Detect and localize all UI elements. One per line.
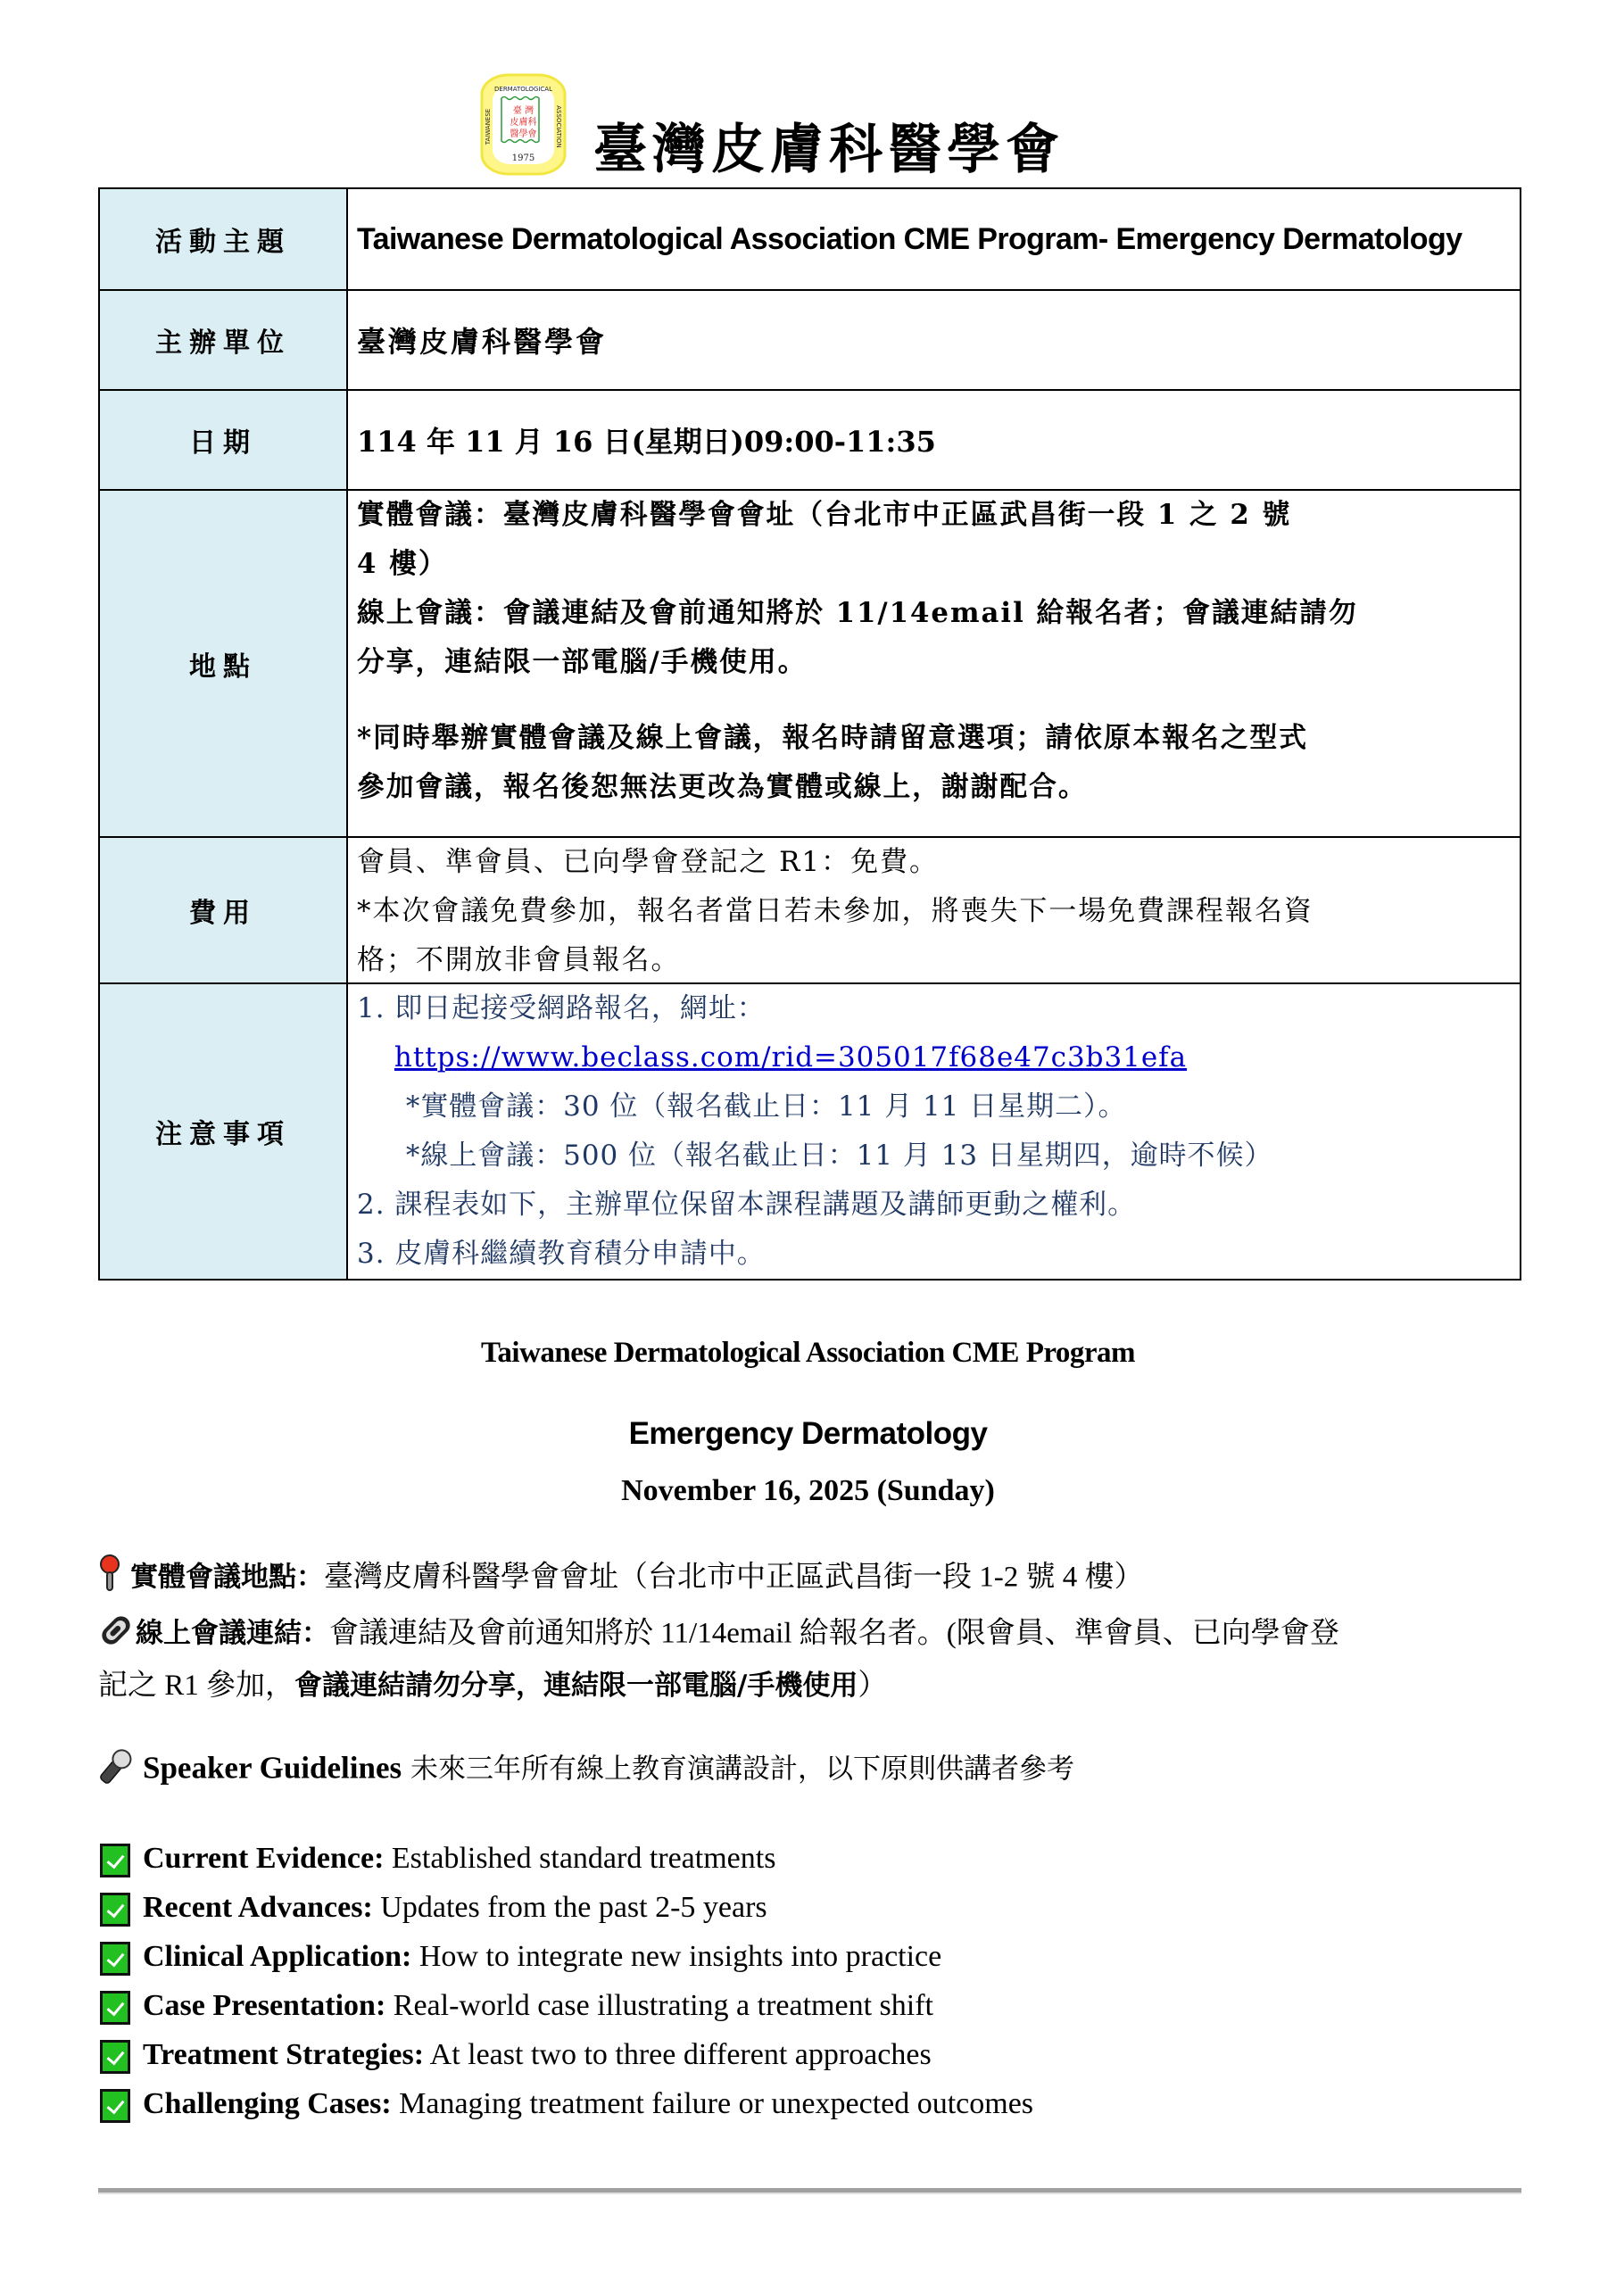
guideline-text: Managing treatment failure or unexpected outcomes [391,2087,1034,2120]
guideline-text: Established standard treatments [384,1842,776,1875]
venue-physical-value: 臺灣皮膚科醫學會會址（台北市中正區武昌街一段 1-2 號 4 樓） [324,1561,1144,1594]
svg-text:臺 灣: 臺 灣 [512,106,535,116]
venue-online-value-cont: 記之 R1 參加， [98,1670,295,1702]
label-location: 地點 [100,491,348,836]
fee-line: *本次會議免費參加，報名者當日若未參加，將喪失下一場免費課程報名資 [357,895,1314,927]
notes-line: 2. 課程表如下，主辦單位保留本課程講題及講師更動之權利。 [357,1189,1137,1221]
checkmark-icon [100,1991,130,2025]
guideline-text: How to integrate new insights into practice [411,1940,942,1973]
guideline-item [100,1838,775,1879]
label-date: 日期 [100,391,348,489]
checkmark-icon [100,1942,130,1976]
location-line: 線上會議：會議連結及會前通知將於 11/14email 給報名者；會議連結請勿 [357,597,1358,629]
location-note [357,714,1520,812]
table-row-notes [100,982,1520,1279]
checkmark-icon [100,2040,130,2074]
value-organizer [350,291,1520,389]
date-text: 114 年 11 月 16 日(星期日)09:00-11:35 [357,425,936,459]
location-line: 參加會議，報名後恕無法更改為實體或線上，謝謝配合。 [357,771,1088,803]
microphone-icon [98,1746,134,1795]
notes-line: *實體會議：30 位（報名截止日：11 月 11 日星期二）。 [405,1090,1127,1123]
venue-online-value: 會議連結及會前通知將於 11/14email 給報名者。(限會員、準會員、已向學會登 [329,1617,1339,1650]
table-row-date [100,389,1520,489]
venue-online-warning: 會議連結請勿分享，連結限一部電腦/手機使用 [294,1670,858,1702]
venue-physical [98,1554,1144,1604]
svg-text:皮膚科: 皮膚科 [510,118,537,128]
separator: ： [296,1561,324,1594]
svg-text:ASSOCIATION: ASSOCIATION [555,105,562,148]
location-physical [357,491,1520,589]
venue-physical-label: 實體會議地點 [130,1561,296,1594]
checkmark-icon [100,1844,130,1877]
organizer-text: 臺灣皮膚科醫學會 [357,325,608,359]
program-date: November 16, 2025 (Sunday) [621,1474,995,1507]
speaker-guidelines-subtitle: 未來三年所有線上教育演講設計，以下原則供講者參考 [402,1753,1074,1786]
horizontal-rule [98,2188,1521,2194]
venue-online-cont [98,1666,887,1705]
svg-text:醫學會: 醫學會 [510,129,537,139]
checkmark-icon [100,1893,130,1927]
event-info-table [98,187,1521,1281]
value-location [350,491,1520,836]
svg-text:1975: 1975 [511,153,535,163]
speaker-guidelines-title: Speaker Guidelines [143,1750,402,1786]
guideline-label: Treatment Strategies: [143,2038,425,2071]
speaker-guidelines-heading [98,1746,1074,1795]
svg-text:DERMATOLOGICAL: DERMATOLOGICAL [494,86,552,93]
guideline-label: Clinical Application: [143,1940,412,1973]
guideline-text: Updates from the past 2-5 years [372,1891,767,1924]
guideline-label: Current Evidence: [143,1842,385,1875]
label-topic: 活動主題 [100,189,348,289]
program-title: Taiwanese Dermatological Association CME Program [480,1337,1136,1369]
notes-line: 3. 皮膚科繼續教育積分申請中。 [357,1238,766,1270]
paperclip-icon [98,1611,134,1661]
label-fee: 費用 [100,838,348,982]
topic-text: Taiwanese Dermatological Association CME Program- Emergency Dermatology [357,221,1463,256]
location-line: 4 樓） [357,548,448,580]
venue-online [98,1611,1339,1661]
venue-online-label: 線上會議連結 [136,1617,302,1650]
guideline-item [100,1936,941,1977]
guideline-item [100,2035,932,2076]
registration-link[interactable]: https://www.beclass.com/rid=305017f68e47c3b31efa [394,1041,1188,1073]
location-line: 實體會議：臺灣皮膚科醫學會會址（台北市中正區武昌街一段 1 之 2 號 [357,499,1292,531]
label-notes: 注意事項 [100,984,348,1279]
notes-line: 1. 即日起接受網路報名，網址： [357,992,766,1024]
table-row-fee [100,836,1520,982]
program-topic: Emergency Dermatology [628,1416,988,1451]
guideline-item [100,1887,767,1928]
label-organizer: 主辦單位 [100,291,348,389]
association-logo [480,73,567,176]
guideline-label: Case Presentation: [143,1989,386,2022]
guideline-label: Challenging Cases: [143,2087,392,2120]
table-row-organizer [100,289,1520,389]
guideline-label: Recent Advances: [143,1891,373,1924]
table-row-location [100,489,1520,836]
location-line: 分享，連結限一部電腦/手機使用。 [357,646,808,678]
organization-title: 臺灣皮膚科醫學會 [593,119,1065,181]
value-date [350,391,1520,489]
svg-text:TAIWANESE: TAIWANESE [485,108,492,145]
fee-line: 會員、準會員、已向學會登記之 R1：免費。 [357,846,939,878]
venue-online-end: ） [858,1670,888,1702]
value-fee [350,838,1520,982]
location-line: *同時舉辦實體會議及線上會議，報名時請留意選項；請依原本報名之型式 [357,722,1308,754]
checkmark-icon [100,2089,130,2123]
guideline-item [100,2084,1033,2125]
guideline-item [100,1985,933,2027]
pushpin-icon [98,1554,121,1604]
separator: ： [302,1617,329,1650]
value-notes [350,984,1520,1279]
value-topic [350,189,1520,289]
location-online [357,589,1520,687]
fee-line: 格；不開放非會員報名。 [357,944,681,976]
table-row-topic [100,189,1520,289]
guideline-text: Real-world case illustrating a treatment shift [385,1989,933,2022]
notes-line: *線上會議：500 位（報名截止日：11 月 13 日星期四，逾時不候） [405,1140,1273,1172]
guideline-text: At least two to three different approaches [424,2038,932,2071]
